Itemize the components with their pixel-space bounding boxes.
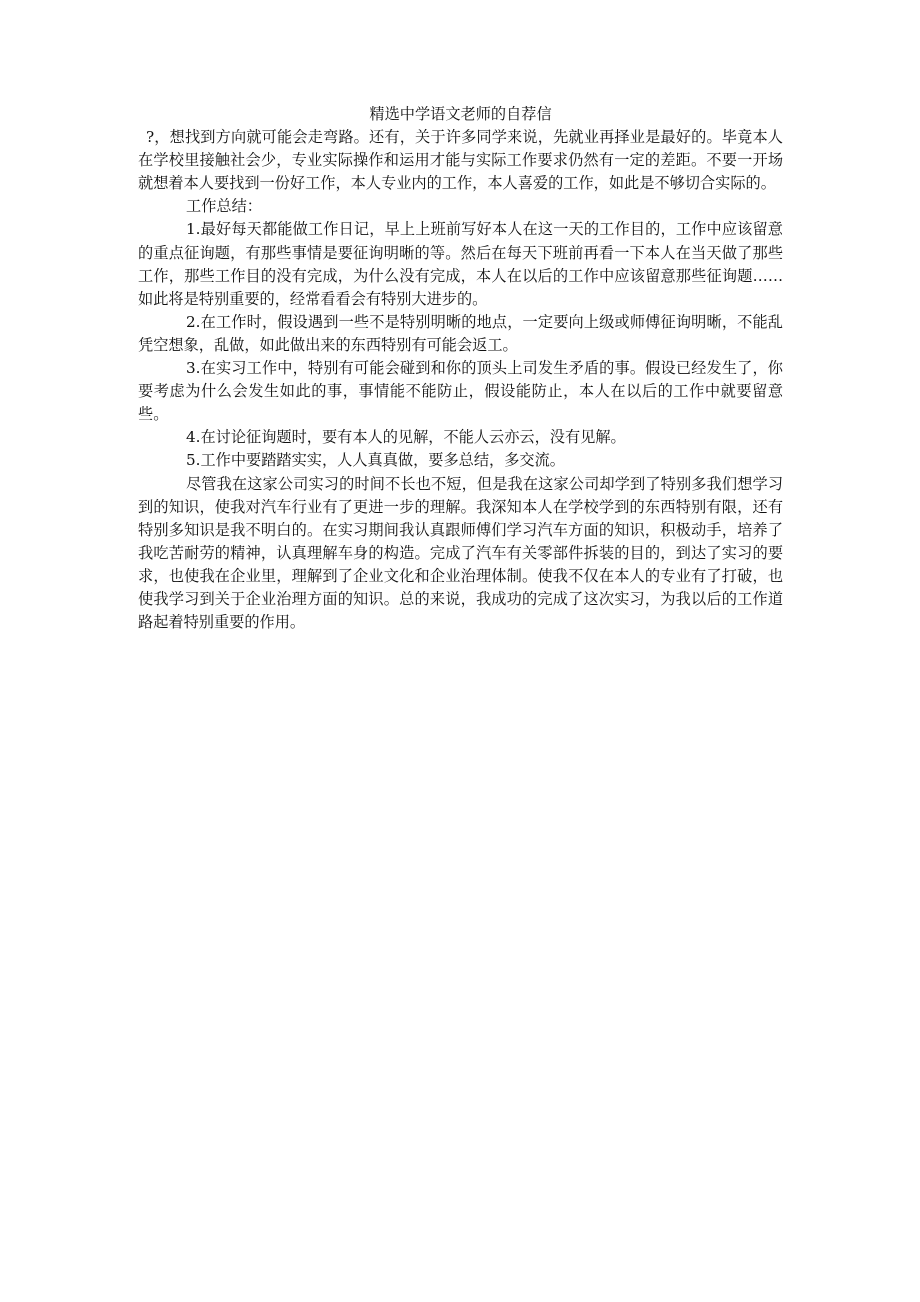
paragraph-summary-heading: 工作总结：: [186, 197, 262, 216]
paragraph-intro: ?，想找到方向就可能会走弯路。还有，关于许多同学来说，先就业再择业是最好的。毕竟本人在学校里接触社会少，专业实际操作和运用才能与实际工作要求仍然有一定的差距。不要一开场就想着本人要找到一份好工作，本人专业内的工作，本人喜爱的工作，如此是不够切合实际的。: [138, 128, 783, 193]
paragraph-conclusion: 尽管我在这家公司实习的时间不长也不短，但是我在这家公司却学到了特别多我们想学习到的知识，使我对汽车行业有了更进一步的理解。我深知本人在学校学到的东西特别有限，还有特别多知识是我不明白的。在实习期间我认真跟师傅们学习汽车方面的知识，积极动手，培养了我吃苦耐劳的精神，认真理解车身的构造。完成了汽车有关零部件拆装的目的，到达了实习的要求，也使我在企业里，理解到了企业文化和企业治理体制。使我不仅在本人的专业有了打破，也使我学习到关于企业治理方面的知识。总的来说，我成功的完成了这次实习，为我以后的工作道路起着特别重要的作用。: [138, 474, 783, 632]
paragraph-point-2: 2.在工作时，假设遇到一些不是特别明晰的地点，一定要向上级或师傅征询明晰，不能乱凭空想象，乱做，如此做出来的东西特别有可能会返工。: [138, 312, 783, 354]
document-body: [138, 103, 783, 634]
paragraph-point-4: 4.在讨论征询题时，要有本人的见解，不能人云亦云，没有见解。: [186, 428, 626, 447]
paragraph-point-5: 5.工作中要踏踏实实，人人真真做，要多总结，多交流。: [186, 451, 565, 470]
paragraph-point-1: 1.最好每天都能做工作日记，早上上班前写好本人在这一天的工作目的，工作中应该留意的重点征询题，有那些事情是要征询明晰的等。然后在每天下班前再看一下本人在当天做了那些工作，那些工作目的没有完成，为什么没有完成，本人在以后的工作中应该留意那些征询题……如此将是特别重要的，经常看看会有特别大进步的。: [138, 220, 783, 308]
paragraph-point-3: 3.在实习工作中，特别有可能会碰到和你的顶头上司发生矛盾的事。假设已经发生了，你要考虑为什么会发生如此的事，事情能不能防止，假设能防止，本人在以后的工作中就要留意些。: [138, 359, 783, 424]
document-title: 精选中学语文老师的自荐信: [369, 105, 552, 123]
